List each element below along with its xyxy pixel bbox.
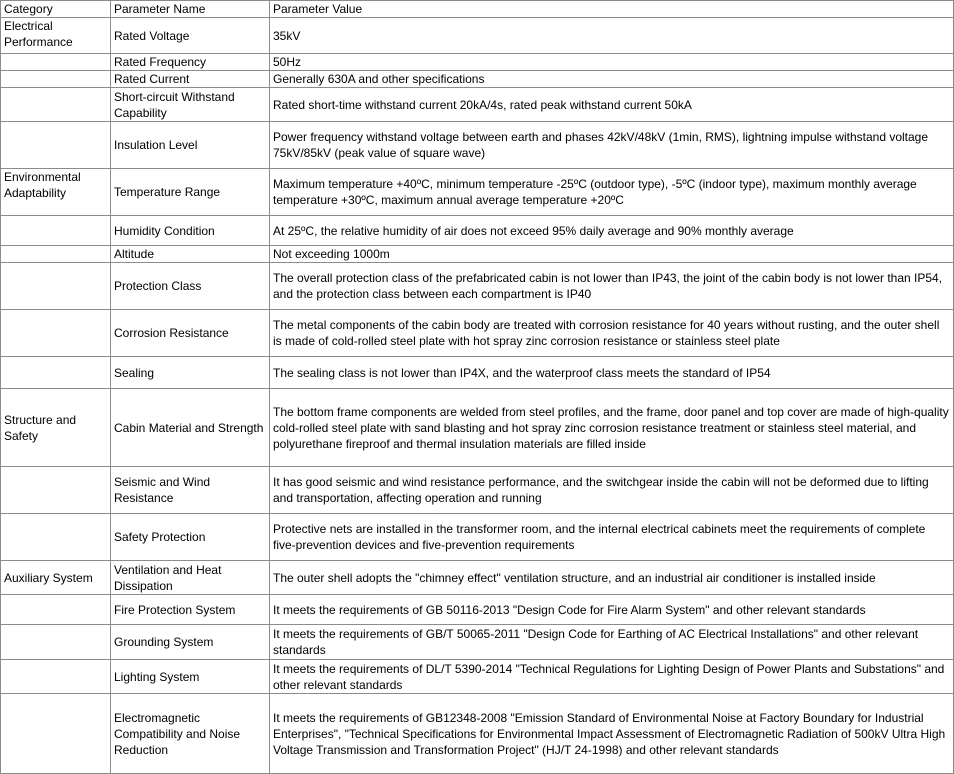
parameter-name-cell: Corrosion Resistance [111, 310, 270, 357]
table-row [1, 263, 954, 310]
parameter-value-cell: 50Hz [270, 54, 954, 71]
table-row [1, 54, 954, 71]
table-row [1, 18, 954, 54]
parameter-name-cell: Temperature Range [111, 169, 270, 216]
parameter-name-cell: Ventilation and Heat Dissipation [111, 561, 270, 595]
parameter-name-cell: Rated Frequency [111, 54, 270, 71]
category-cell [1, 246, 111, 263]
parameter-value-cell: The sealing class is not lower than IP4X, and the waterproof class meets the standard of IP54 [270, 357, 954, 389]
table-row [1, 660, 954, 694]
parameter-value-cell: The outer shell adopts the "chimney effect" ventilation structure, and an industrial air conditioner is installed inside [270, 561, 954, 595]
table-row [1, 467, 954, 514]
parameter-value-cell: At 25ºC, the relative humidity of air does not exceed 95% daily average and 90% monthly average [270, 216, 954, 246]
table-row [1, 216, 954, 246]
parameter-name-cell: Safety Protection [111, 514, 270, 561]
category-cell [1, 310, 111, 357]
parameter-value-cell: Power frequency withstand voltage between earth and phases 42kV/48kV (1min, RMS), lightning impulse withstand voltage 75kV/85kV (peak value of square wave) [270, 122, 954, 169]
table-row [1, 595, 954, 625]
parameter-name-cell: Grounding System [111, 625, 270, 660]
category-cell: Structure and Safety [1, 389, 111, 467]
category-cell [1, 595, 111, 625]
table-row [1, 88, 954, 122]
parameter-value-cell: 35kV [270, 18, 954, 54]
parameter-value-cell: Protective nets are installed in the transformer room, and the internal electrical cabinets meet the requirements of complete five-prevention devices and five-prevention requirements [270, 514, 954, 561]
category-cell [1, 660, 111, 694]
category-cell: Electrical Performance [1, 18, 111, 54]
category-cell [1, 88, 111, 122]
header-parameter-name: Parameter Name [111, 1, 270, 18]
table-row [1, 246, 954, 263]
category-cell [1, 54, 111, 71]
parameter-name-cell: Humidity Condition [111, 216, 270, 246]
table-row [1, 169, 954, 216]
parameter-value-cell: Not exceeding 1000m [270, 246, 954, 263]
parameter-name-cell: Seismic and Wind Resistance [111, 467, 270, 514]
table-row [1, 389, 954, 467]
parameter-name-cell: Rated Voltage [111, 18, 270, 54]
table-row [1, 310, 954, 357]
category-cell [1, 216, 111, 246]
category-cell [1, 357, 111, 389]
parameter-value-cell: It meets the requirements of GB/T 50065-2011 "Design Code for Earthing of AC Electrical Installations" and other relevant standards [270, 625, 954, 660]
parameter-name-cell: Protection Class [111, 263, 270, 310]
parameter-value-cell: It meets the requirements of GB12348-2008 "Emission Standard of Environmental Noise at Factory Boundary for Industrial Enterprises", "Technical Specifications for Environmental Impact Assessment of Electromagnetic Radiation of 500kV Ultra High Voltage Transmission and Transformation Project" (HJ/T 24-1998) and other relevant standards [270, 694, 954, 774]
category-cell [1, 514, 111, 561]
table-row [1, 694, 954, 774]
parameter-name-cell: Fire Protection System [111, 595, 270, 625]
category-cell [1, 122, 111, 169]
table-row [1, 625, 954, 660]
parameter-value-cell: Rated short-time withstand current 20kA/4s, rated peak withstand current 50kA [270, 88, 954, 122]
parameter-value-cell: It has good seismic and wind resistance performance, and the switchgear inside the cabin will not be deformed due to lifting and transportation, affecting operation and running [270, 467, 954, 514]
parameter-value-cell: It meets the requirements of GB 50116-2013 "Design Code for Fire Alarm System" and other relevant standards [270, 595, 954, 625]
parameter-value-cell: The overall protection class of the prefabricated cabin is not lower than IP43, the joint of the cabin body is not lower than IP54, and the protection class between each compartment is IP40 [270, 263, 954, 310]
table-row [1, 357, 954, 389]
category-cell: Auxiliary System [1, 561, 111, 595]
table-header-row [1, 1, 954, 18]
category-cell: Environmental Adaptability [1, 169, 111, 216]
parameter-value-cell: The bottom frame components are welded from steel profiles, and the frame, door panel and top cover are made of high-quality cold-rolled steel plate with sand blasting and hot spray zinc corrosion resistance treatment or stainless steel material, and polyurethane fireproof and thermal insulation materials are filled inside [270, 389, 954, 467]
parameter-value-cell: The metal components of the cabin body are treated with corrosion resistance for 40 years without rusting, and the outer shell is made of cold-rolled steel plate with hot spray zinc corrosion resistance or stainless steel plate [270, 310, 954, 357]
table-row [1, 71, 954, 88]
parameter-value-cell: Maximum temperature +40ºC, minimum temperature -25ºC (outdoor type), -5ºC (indoor type), maximum monthly average temperature +30ºC, maximum annual average temperature +20ºC [270, 169, 954, 216]
parameter-name-cell: Rated Current [111, 71, 270, 88]
header-category: Category [1, 1, 111, 18]
parameter-name-cell: Short-circuit Withstand Capability [111, 88, 270, 122]
table-row [1, 514, 954, 561]
header-parameter-value: Parameter Value [270, 1, 954, 18]
parameter-name-cell: Altitude [111, 246, 270, 263]
category-cell [1, 71, 111, 88]
category-cell [1, 625, 111, 660]
category-cell [1, 263, 111, 310]
parameter-value-cell: It meets the requirements of DL/T 5390-2014 "Technical Regulations for Lighting Design of Power Plants and Substations" and other relevant standards [270, 660, 954, 694]
category-cell [1, 467, 111, 514]
table-row [1, 122, 954, 169]
parameter-name-cell: Insulation Level [111, 122, 270, 169]
category-cell [1, 694, 111, 774]
table-row [1, 561, 954, 595]
parameter-name-cell: Lighting System [111, 660, 270, 694]
parameter-name-cell: Sealing [111, 357, 270, 389]
parameter-name-cell: Cabin Material and Strength [111, 389, 270, 467]
parameter-name-cell: Electromagnetic Compatibility and Noise Reduction [111, 694, 270, 774]
parameter-value-cell: Generally 630A and other specifications [270, 71, 954, 88]
